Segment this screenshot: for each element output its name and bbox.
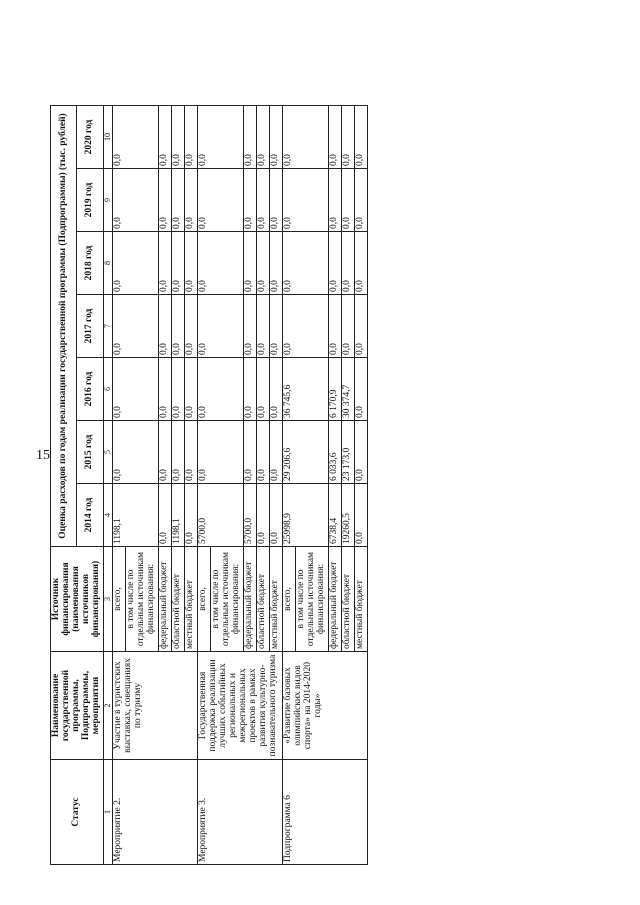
header-estimate: Оценка расходов по годам реализации государственной программы (Подпрограммы) (тыс. рублей) (51, 106, 77, 547)
amount-cell: 0,0 (243, 232, 256, 295)
amount-cell: 0,0 (243, 169, 256, 232)
header-year: 2014 год (77, 484, 103, 547)
column-number: 4 (103, 484, 112, 547)
amount-cell: 0,0 (282, 232, 328, 295)
amount-cell: 0,0 (159, 295, 172, 358)
amount-cell: 0,0 (172, 169, 185, 232)
header-name: Наименование государственной программы, Подпрограммы, мероприятия (51, 652, 104, 760)
header-year: 2017 год (77, 295, 103, 358)
amount-cell: 0,0 (328, 295, 341, 358)
amount-cell: 36 745,6 (282, 358, 328, 421)
row-name: Государственная поддержка реализации лучших событийных региональных и межрегиональных проектов в рамках развития культурно-познавательного туризма (198, 652, 283, 760)
amount-cell: 25998,9 (282, 484, 328, 547)
source-label: местный бюджет (185, 547, 198, 652)
amount-cell: 6 033,6 (328, 421, 341, 484)
column-number: 9 (103, 169, 112, 232)
amount-cell: 0,0 (282, 169, 328, 232)
amount-cell: 0,0 (328, 106, 341, 169)
amount-cell: 0,0 (243, 295, 256, 358)
source-total-label: всего, (282, 547, 295, 652)
amount-cell: 0,0 (185, 295, 198, 358)
amount-cell: 0,0 (172, 295, 185, 358)
amount-cell: 0,0 (341, 295, 354, 358)
amount-cell: 1198,1 (113, 484, 159, 547)
amount-cell: 0,0 (159, 421, 172, 484)
column-number: 3 (103, 547, 112, 652)
amount-cell: 0,0 (185, 421, 198, 484)
amount-cell: 0,0 (256, 484, 269, 547)
amount-cell: 0,0 (198, 232, 244, 295)
source-label: федеральный бюджет (328, 547, 341, 652)
row-name: Участие в туристских выставках, совещаниях по туризму (113, 652, 198, 760)
header-year: 2020 год (77, 106, 103, 169)
amount-cell: 0,0 (354, 106, 367, 169)
amount-cell: 0,0 (256, 232, 269, 295)
source-incl-label: в том числе по отдельным источникам финансирования: (126, 547, 159, 652)
budget-table (50, 105, 368, 865)
source-total-label: всего, (198, 547, 211, 652)
amount-cell: 0,0 (185, 358, 198, 421)
amount-cell: 0,0 (354, 295, 367, 358)
column-number: 7 (103, 295, 112, 358)
amount-cell: 0,0 (113, 295, 159, 358)
amount-cell: 0,0 (198, 295, 244, 358)
amount-cell: 0,0 (159, 106, 172, 169)
header-year: 2015 год (77, 421, 103, 484)
column-number: 5 (103, 421, 112, 484)
amount-cell: 19260,5 (341, 484, 354, 547)
amount-cell: 0,0 (172, 421, 185, 484)
amount-cell: 0,0 (198, 421, 244, 484)
amount-cell: 0,0 (243, 421, 256, 484)
amount-cell: 0,0 (341, 169, 354, 232)
source-label: местный бюджет (354, 547, 367, 652)
amount-cell: 0,0 (185, 484, 198, 547)
amount-cell: 0,0 (243, 358, 256, 421)
amount-cell: 0,0 (113, 421, 159, 484)
amount-cell: 0,0 (341, 106, 354, 169)
amount-cell: 0,0 (269, 232, 282, 295)
table-body (113, 106, 367, 865)
column-number: 6 (103, 358, 112, 421)
amount-cell: 0,0 (185, 106, 198, 169)
amount-cell: 0,0 (256, 295, 269, 358)
header-year: 2019 год (77, 169, 103, 232)
amount-cell: 0,0 (354, 484, 367, 547)
source-label: федеральный бюджет (243, 547, 256, 652)
amount-cell: 0,0 (113, 106, 159, 169)
amount-cell: 0,0 (269, 484, 282, 547)
amount-cell: 0,0 (113, 232, 159, 295)
amount-cell: 0,0 (354, 232, 367, 295)
amount-cell: 0,0 (282, 295, 328, 358)
amount-cell: 0,0 (354, 169, 367, 232)
amount-cell: 0,0 (172, 358, 185, 421)
source-total-label: всего, (113, 547, 126, 652)
amount-cell: 0,0 (172, 106, 185, 169)
header-status: Статус (51, 760, 104, 865)
amount-cell: 0,0 (354, 358, 367, 421)
amount-cell: 0,0 (269, 295, 282, 358)
source-incl-label: в том числе по отдельным источникам финансирования: (295, 547, 328, 652)
amount-cell: 0,0 (159, 358, 172, 421)
amount-cell: 0,0 (159, 169, 172, 232)
source-label: областной бюджет (256, 547, 269, 652)
amount-cell: 29 206,6 (282, 421, 328, 484)
amount-cell: 1198,1 (172, 484, 185, 547)
amount-cell: 0,0 (256, 169, 269, 232)
table-row (198, 106, 211, 865)
amount-cell: 0,0 (113, 358, 159, 421)
amount-cell: 0,0 (328, 169, 341, 232)
header-source: Источник финансирования (наименования источников финансирования) (51, 547, 104, 652)
amount-cell: 23 173,0 (341, 421, 354, 484)
row-status: Мероприятие 3. (198, 760, 283, 865)
header-year: 2018 год (77, 232, 103, 295)
page-number: 15 (36, 448, 50, 463)
source-label: областной бюджет (341, 547, 354, 652)
amount-cell: 0,0 (328, 232, 341, 295)
amount-cell: 0,0 (269, 169, 282, 232)
column-number: 8 (103, 232, 112, 295)
amount-cell: 0,0 (185, 169, 198, 232)
amount-cell: 5700,0 (198, 484, 244, 547)
amount-cell: 0,0 (354, 421, 367, 484)
source-incl-label: в том числе по отдельным источникам финансирования: (210, 547, 243, 652)
amount-cell: 0,0 (198, 169, 244, 232)
column-number: 1 (103, 760, 112, 865)
amount-cell: 0,0 (198, 358, 244, 421)
amount-cell: 0,0 (256, 358, 269, 421)
amount-cell: 0,0 (185, 232, 198, 295)
table-row (282, 106, 295, 865)
row-status: Подпрограмма 6 (282, 760, 367, 865)
table-row (113, 106, 126, 865)
amount-cell: 0,0 (159, 484, 172, 547)
row-name: «Развитие базовых олимпийских видов спорта» на 2014-2020 годы» (282, 652, 367, 760)
source-label: федеральный бюджет (159, 547, 172, 652)
amount-cell: 0,0 (256, 421, 269, 484)
amount-cell: 0,0 (341, 232, 354, 295)
amount-cell: 0,0 (282, 106, 328, 169)
source-label: областной бюджет (172, 547, 185, 652)
row-status: Мероприятие 2. (113, 760, 198, 865)
amount-cell: 0,0 (172, 232, 185, 295)
amount-cell: 0,0 (269, 106, 282, 169)
column-number: 10 (103, 106, 112, 169)
column-number: 2 (103, 652, 112, 760)
amount-cell: 5700,0 (243, 484, 256, 547)
header-year: 2016 год (77, 358, 103, 421)
amount-cell: 0,0 (269, 358, 282, 421)
amount-cell: 6738,4 (328, 484, 341, 547)
amount-cell: 0,0 (256, 106, 269, 169)
amount-cell: 0,0 (159, 232, 172, 295)
amount-cell: 0,0 (243, 106, 256, 169)
amount-cell: 30 374,7 (341, 358, 354, 421)
amount-cell: 0,0 (269, 421, 282, 484)
amount-cell: 0,0 (198, 106, 244, 169)
amount-cell: 6 170,9 (328, 358, 341, 421)
source-label: местный бюджет (269, 547, 282, 652)
amount-cell: 0,0 (113, 169, 159, 232)
